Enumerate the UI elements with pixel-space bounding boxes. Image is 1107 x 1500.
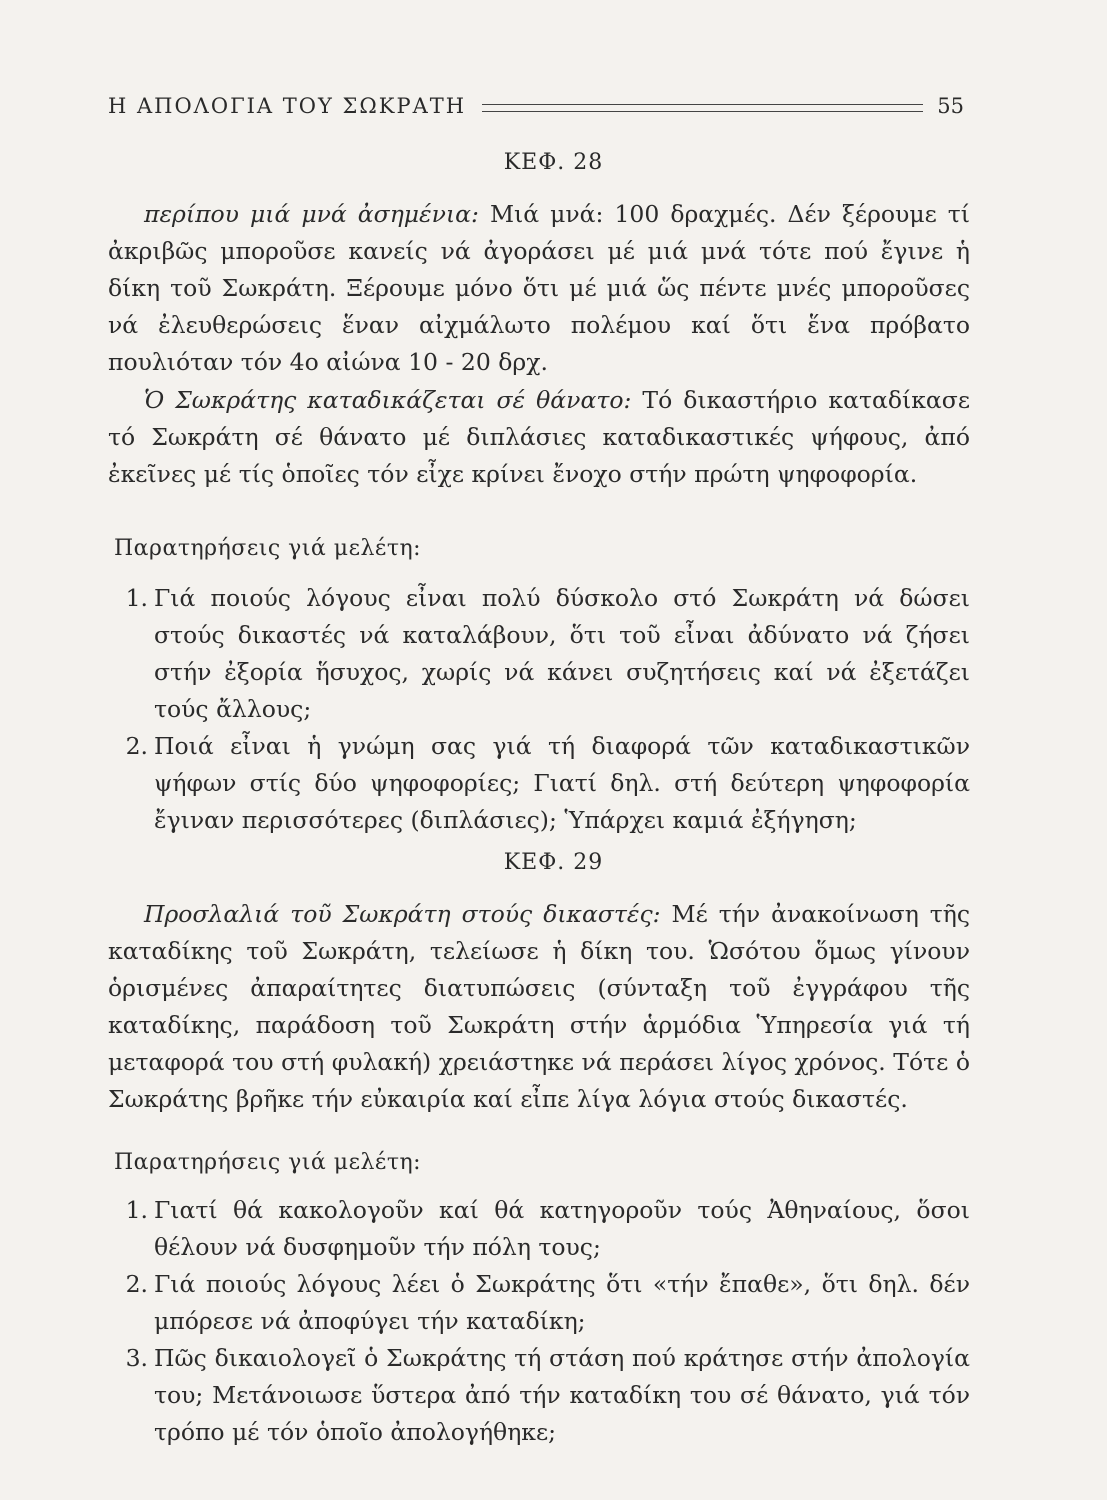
study-notes-heading: Παρατηρήσεις γιά μελέτη: [114,1150,422,1175]
chapter-28-paragraph [108,382,970,493]
study-questions-list [108,1192,970,1451]
question-text: Γιά ποιούς λόγους λέει ὁ Σωκράτης ὅτι «τήν ἔπαθε», ὅτι δηλ. δέν μπόρεσε νά ἀποφύγει τήν καταδίκη; [154,1270,970,1335]
list-item [108,580,970,728]
running-header [108,90,964,122]
list-item [108,1340,970,1451]
question-number: 2. [125,732,148,760]
question-text: Ποιά εἶναι ἡ γνώμη σας γιά τή διαφορά τῶν καταδικαστικῶν ψήφων στίς δύο ψηφοφορίες; Γιατί δηλ. στή δεύτερη ψηφοφορία ἔγιναν περισσότερες (διπλάσιες); Ὑπάρχει καμιά ἐξήγηση; [154,732,970,834]
question-text: Γιατί θά κακολογοῦν καί θά κατηγοροῦν τούς Ἀθηναίους, ὅσοι θέλουν νά δυσφημοῦν τήν πόλη τους; [154,1196,970,1261]
chapter-29-heading: ΚΕΦ. 29 [503,850,604,875]
paragraph-body: Τό δικαστήριο καταδίκασε τό Σωκράτη σέ θάνατο μέ διπλάσιες καταδικαστικές ψήφους, ἀπό ἐκεῖνες μέ τίς ὁποῖες τόν εἶχε κρίνει ἔνοχο στήν πρώτη ψηφοφορία. [108,386,970,488]
paragraph-body: Μέ τήν ἀνακοίνωση τῆς καταδίκης τοῦ Σωκράτη, τελείωσε ἡ δίκη του. Ὡσότου ὅμως γίνουν ὁρισμένες ἀπαραίτητες διατυπώσεις (σύνταξη τοῦ ἐγγράφου τῆς καταδίκης, παράδοση τοῦ Σωκράτη στήν ἁρμόδια Ὑπηρεσία γιά τή μεταφορά του στή φυλακή) χρειάστηκε νά περάσει λίγος χρόνος. Τότε ὁ Σωκράτης βρῆκε τήν εὐκαιρία καί εἶπε λίγα λόγια στούς δικαστές. [108,900,970,1113]
list-item [108,1266,970,1340]
question-number: 1. [125,584,148,612]
paragraph-lead-phrase: Προσλαλιά τοῦ Σωκράτη στούς δικαστές: [144,900,661,928]
study-questions-list [108,580,970,839]
chapter-28-paragraph [108,196,970,381]
list-item [108,1192,970,1266]
book-title: Η ΑΠΟΛΟΓΙΑ ΤΟΥ ΣΩΚΡΑΤΗ [108,94,467,118]
study-notes-heading: Παρατηρήσεις γιά μελέτη: [114,536,422,561]
paragraph-lead-phrase: περίπου μιά μνά ἀσημένια: [144,200,479,228]
list-item [108,728,970,839]
question-number: 2. [125,1270,148,1298]
question-number: 1. [125,1196,148,1224]
question-text: Πῶς δικαιολογεῖ ὁ Σωκράτης τή στάση πού κράτησε στήν ἀπολογία του; Μετάνοιωσε ὕστερα ἀπό τήν καταδίκη του σέ θάνατο, γιά τόν τρόπο μέ τόν ὁποῖο ἀπολογήθηκε; [154,1344,970,1446]
header-double-rule [482,104,923,112]
chapter-29-paragraph [108,896,970,1118]
chapter-28-heading: ΚΕΦ. 28 [503,150,604,175]
paragraph-lead-phrase: Ὁ Σωκράτης καταδικάζεται σέ θάνατο: [144,386,632,414]
question-text: Γιά ποιούς λόγους εἶναι πολύ δύσκολο στό Σωκράτη νά δώσει στούς δικαστές νά καταλάβουν, ὅτι τοῦ εἶναι ἀδύνατο νά ζήσει στήν ἐξορία ἥσυχος, χωρίς νά κάνει συζητήσεις καί νά ἐξετάζει τούς ἄλλους; [154,584,970,723]
paragraph-body: Μιά μνά: 100 δραχμές. Δέν ξέρουμε τί ἀκριβῶς μποροῦσε κανείς νά ἀγοράσει μέ μιά μνά τότε πού ἔγινε ἡ δίκη τοῦ Σωκράτη. Ξέρουμε μόνο ὅτι μέ μιά ὥς πέντε μνές μποροῦσες νά ἐλευθερώσεις ἕναν αἰχμάλωτο πολέμου καί ὅτι ἕνα πρόβατο πουλιόταν τόν 4ο αἰώνα 10 - 20 δρχ. [108,200,970,376]
question-number: 3. [125,1344,148,1372]
page-number: 55 [937,94,964,118]
